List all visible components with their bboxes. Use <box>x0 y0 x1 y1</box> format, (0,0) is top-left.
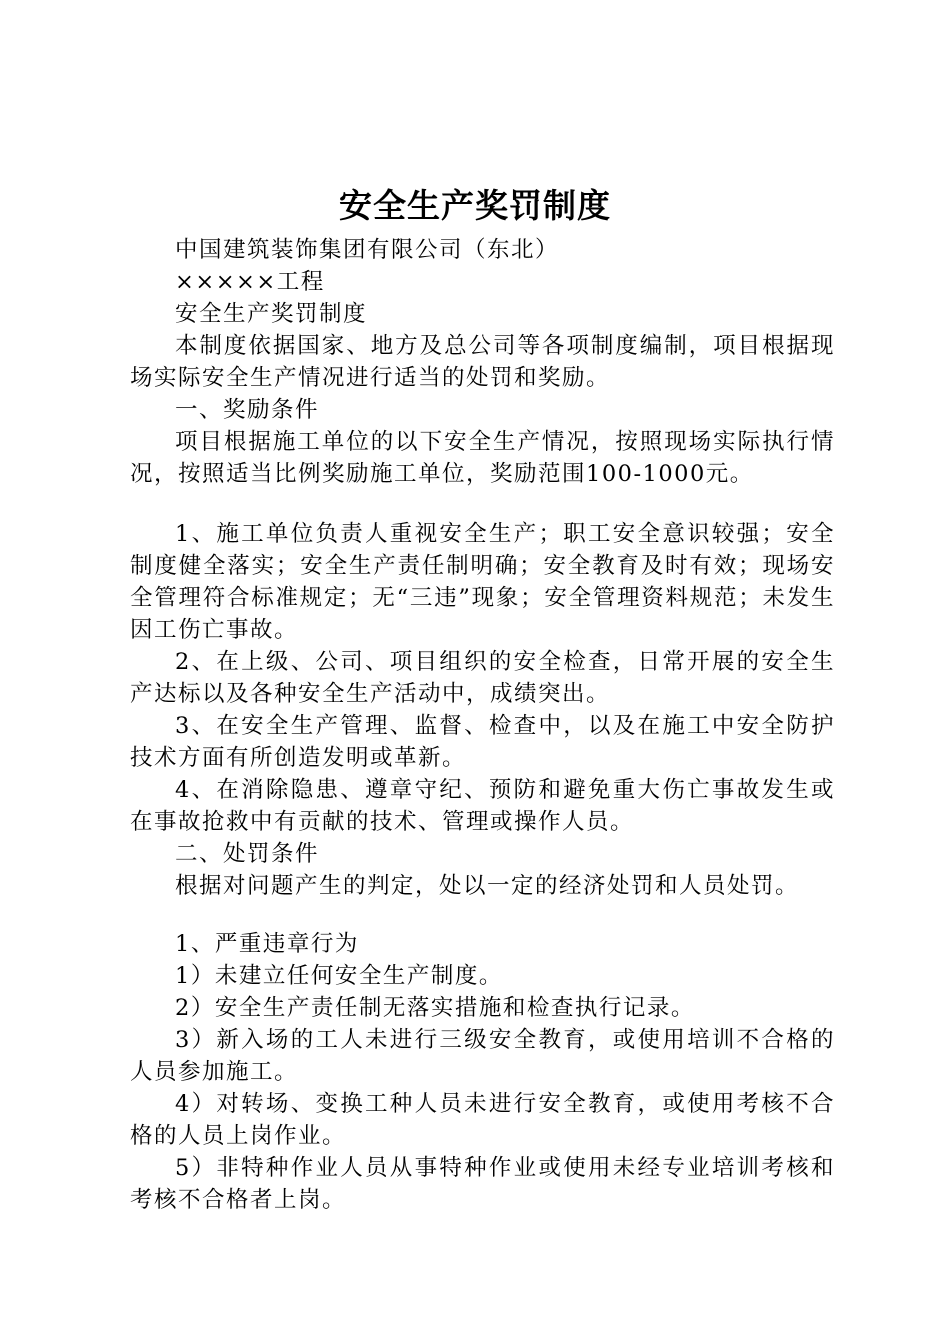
penalty-subheading-1: 1、严重违章行为 <box>175 931 359 957</box>
penalty-item-4: 4）对转场、变换工种人员未进行安全教育，或使用考核不合格的人员上岗作业。 <box>130 1091 835 1149</box>
penalty-item-5: 5）非特种作业人员从事特种作业或使用未经专业培训考核和考核不合格者上岗。 <box>130 1155 835 1213</box>
document-title: 安全生产奖罚制度 <box>339 186 611 225</box>
penalty-item-3: 3）新入场的工人未进行三级安全教育，或使用培训不合格的人员参加施工。 <box>130 1027 835 1085</box>
blank-line <box>130 490 835 518</box>
penalty-item-2: 2）安全生产责任制无落实措施和检查执行记录。 <box>175 995 695 1021</box>
reward-item-2: 2、在上级、公司、项目组织的安全检查，日常开展的安全生产达标以及各种安全生产活动中，成绩突出。 <box>130 649 835 707</box>
document-body <box>130 234 835 1216</box>
intro-paragraph: 本制度依据国家、地方及总公司等各项制度编制，项目根据现场实际安全生产情况进行适当的处罚和奖励。 <box>130 333 835 391</box>
reward-item-4: 4、在消除隐患、遵章守纪、预防和避免重大伤亡事故发生或在事故抢救中有贡献的技术、管理或操作人员。 <box>130 777 835 835</box>
penalties-intro: 根据对问题产生的判定，处以一定的经济处罚和人员处罚。 <box>175 873 800 899</box>
section-heading-penalties: 二、处罚条件 <box>175 841 320 867</box>
reward-item-1: 1、施工单位负责人重视安全生产；职工安全意识较强；安全制度健全落实；安全生产责任制明确；安全教育及时有效；现场安全管理符合标准规定；无“三违”现象；安全管理资料规范；未发生因工伤亡事故。 <box>130 521 835 643</box>
project-name: ×××××工程 <box>175 269 325 295</box>
rewards-intro: 项目根据施工单位的以下安全生产情况，按照现场实际执行情况，按照适当比例奖励施工单位，奖励范围100-1000元。 <box>130 429 835 487</box>
blank-line <box>130 902 835 928</box>
section-heading-rewards: 一、奖励条件 <box>175 397 320 423</box>
company-name: 中国建筑装饰集团有限公司（东北） <box>175 237 560 263</box>
penalty-item-1: 1）未建立任何安全生产制度。 <box>175 963 503 989</box>
reward-item-3: 3、在安全生产管理、监督、检查中，以及在施工中安全防护技术方面有所创造发明或革新。 <box>130 713 835 771</box>
subtitle: 安全生产奖罚制度 <box>175 301 368 327</box>
